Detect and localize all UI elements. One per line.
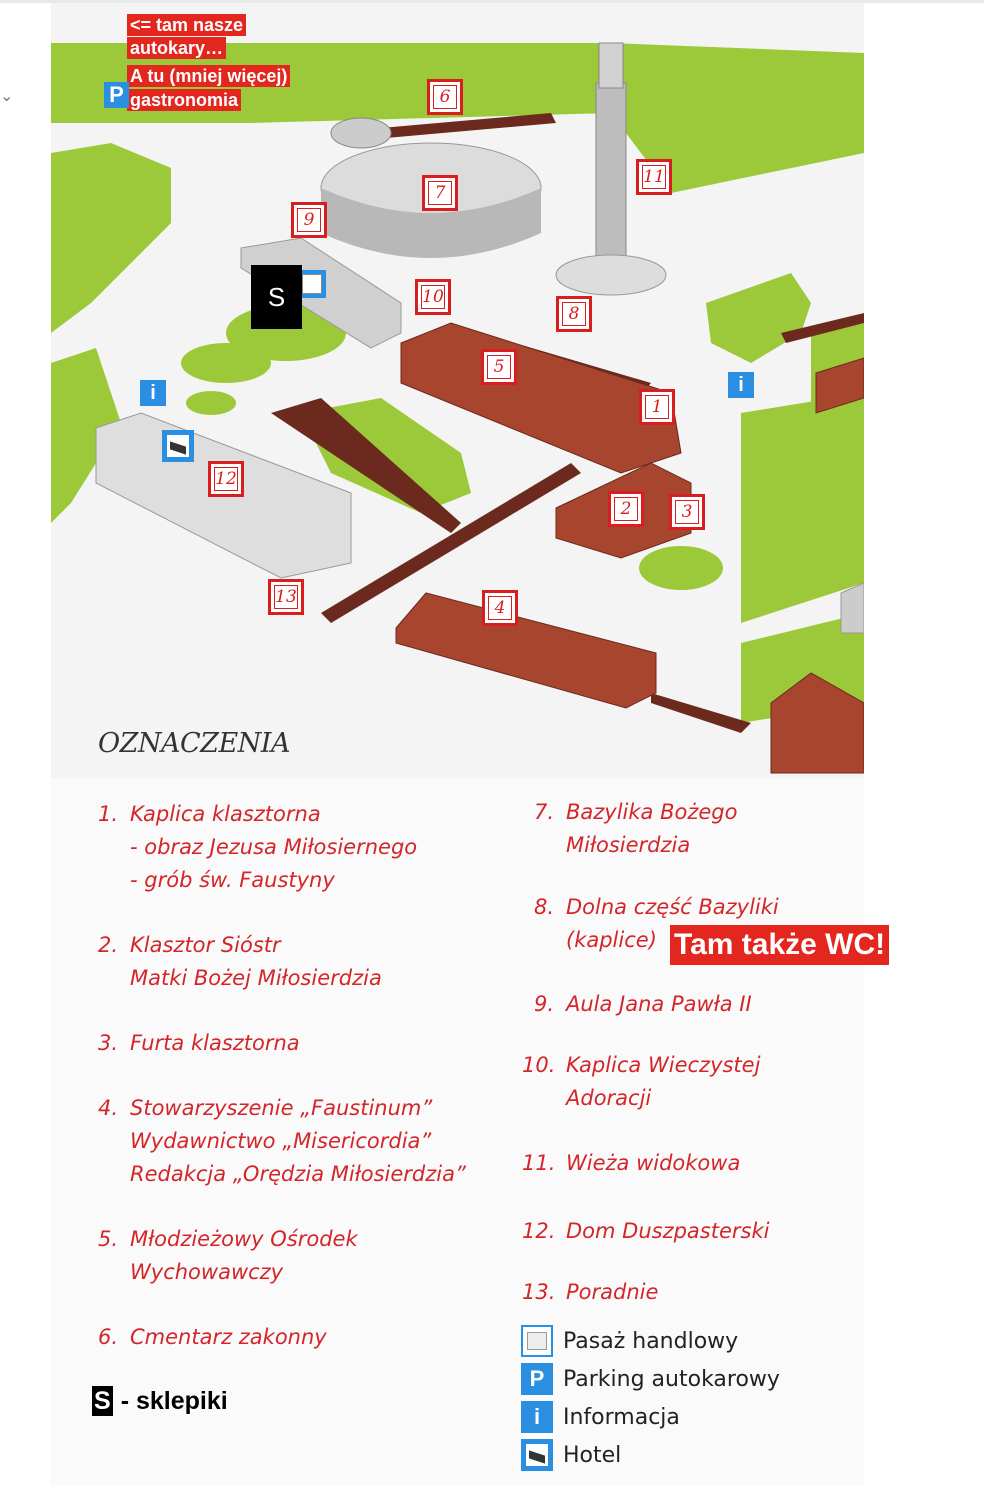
info-icon: i: [521, 1401, 553, 1433]
building-faustinum: [396, 593, 656, 708]
annotation-line-4: gastronomia: [127, 89, 241, 111]
legend-item-5: 5. Młodzieżowy Ośrodek Wychowawczy: [98, 1227, 358, 1284]
legend-item-10: 10. Kaplica Wieczystej Adoracji: [522, 1053, 761, 1110]
shop-icon[interactable]: [298, 270, 326, 298]
lawn-oval-2: [181, 343, 271, 383]
legend-item-8: 8. Dolna część Bazyliki (kaplice): [534, 895, 779, 952]
map-marker-8[interactable]: 8: [556, 296, 592, 332]
annotation-line-1: <= tam nasze: [127, 14, 246, 36]
key-hotel: Hotel: [521, 1438, 621, 1472]
map-marker-1[interactable]: 1: [639, 389, 675, 425]
map-marker-12[interactable]: 12: [208, 461, 244, 497]
info-icon[interactable]: i: [140, 380, 166, 406]
wc-note: Tam także WC!: [670, 925, 889, 965]
map-marker-5[interactable]: 5: [481, 349, 517, 385]
parking-icon: P: [521, 1363, 553, 1395]
key-shop: Pasaż handlowy: [521, 1324, 738, 1358]
tower-top: [599, 43, 623, 88]
shops-marker[interactable]: S: [251, 265, 302, 329]
shop-icon: [521, 1325, 553, 1357]
legend-item-4: 4. Stowarzyszenie „Faustinum” Wydawnictwo „Misericordia” Redakcja „Orędzia Miłosierdzia”: [98, 1096, 466, 1186]
annotation-line-2: autokary…: [127, 37, 226, 59]
legend-item-11: 11. Wieża widokowa: [522, 1151, 741, 1175]
map-marker-10[interactable]: 10: [415, 279, 451, 315]
annotation-line-3: A tu (mniej więcej): [127, 65, 290, 87]
shops-legend: S - sklepiki: [94, 1386, 228, 1415]
chevron-icon: ⌄: [0, 86, 14, 105]
tower-base: [556, 255, 666, 295]
legend-item-7: 7. Bazylika Bożego Miłosierdzia: [534, 800, 738, 857]
map-marker-3[interactable]: 3: [669, 494, 705, 530]
legend-item-2: 2. Klasztor Sióstr Matki Bożej Miłosierdzia: [98, 933, 382, 990]
map-marker-11[interactable]: 11: [636, 159, 672, 195]
hotel-icon[interactable]: [162, 430, 194, 462]
legend-item-13: 13. Poradnie: [522, 1280, 659, 1304]
map-marker-4[interactable]: 4: [482, 590, 518, 626]
info-icon[interactable]: i: [728, 372, 754, 398]
wall-4: [651, 693, 751, 733]
legend-item-1: 1. Kaplica klasztorna - obraz Jezusa Miłosiernego - grób św. Faustyny: [98, 802, 418, 892]
basilica-dome: [331, 118, 391, 148]
lawn-left: [51, 143, 171, 333]
map-marker-6[interactable]: 6: [427, 79, 463, 115]
map-marker-2[interactable]: 2: [608, 491, 644, 527]
lawn-right-top: [706, 273, 811, 363]
lawn-oval-4: [639, 546, 723, 590]
map-marker-7[interactable]: 7: [422, 175, 458, 211]
site-map: [51, 3, 864, 778]
map-marker-9[interactable]: 9: [291, 202, 327, 238]
hotel-icon: [521, 1439, 553, 1471]
legend-heading: OZNACZENIA: [98, 728, 290, 759]
map-marker-13[interactable]: 13: [268, 579, 304, 615]
key-parking: P Parking autokarowy: [521, 1362, 780, 1396]
legend-item-9: 9. Aula Jana Pawła II: [534, 992, 752, 1016]
lawn-right-mid: [741, 393, 864, 623]
key-info: i Informacja: [521, 1400, 680, 1434]
legend-item-12: 12. Dom Duszpasterski: [522, 1219, 770, 1243]
legend-item-6: 6. Cmentarz zakonny: [98, 1325, 327, 1349]
legend-item-3: 3. Furta klasztorna: [98, 1031, 300, 1055]
tower: [596, 83, 626, 273]
building-right: [841, 583, 864, 633]
parking-icon[interactable]: P: [104, 82, 129, 108]
lawn-oval-3: [186, 391, 236, 415]
